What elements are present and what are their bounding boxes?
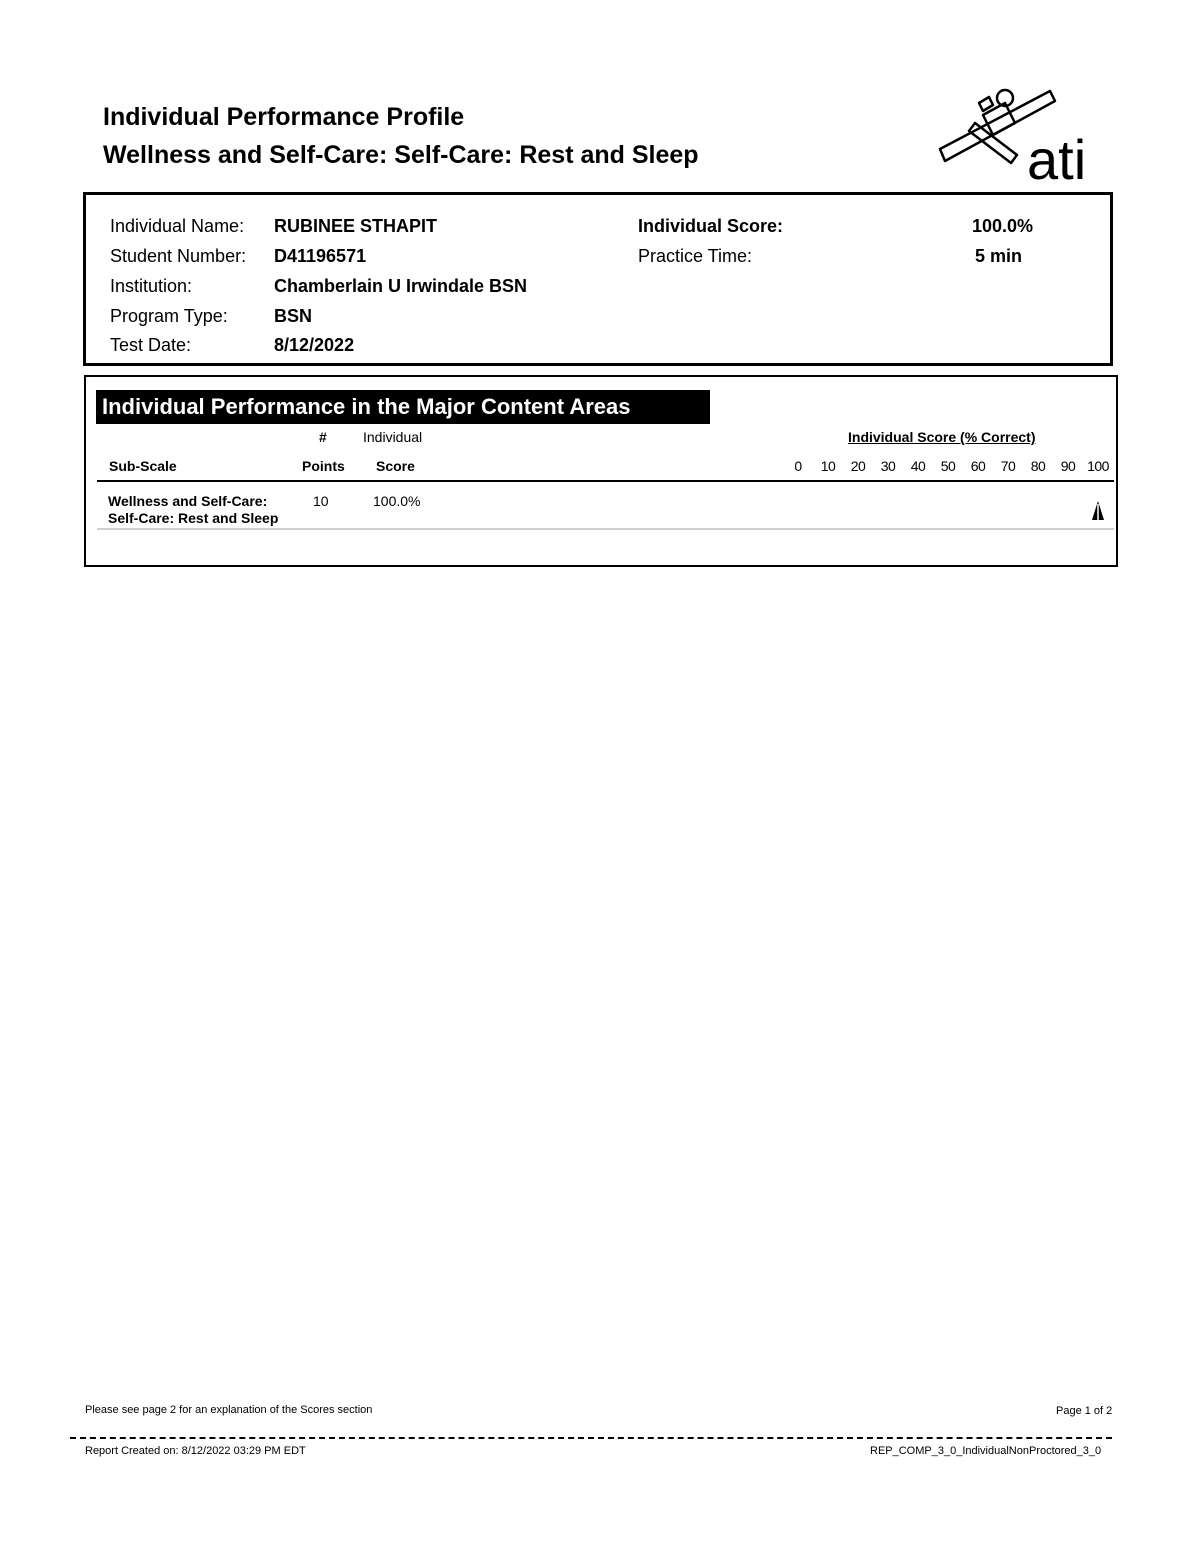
- scale-tick: 100: [1087, 458, 1109, 474]
- section-heading: Individual Performance in the Major Content Areas: [96, 390, 710, 424]
- subscale-line-2: Self-Care: Rest and Sleep: [108, 510, 279, 526]
- table-row-points: 10: [313, 493, 329, 509]
- report-created: Report Created on: 8/12/2022 03:29 PM EDT: [85, 1445, 306, 1457]
- student-number-label: Student Number:: [110, 246, 247, 266]
- scale-tick: 70: [1000, 458, 1016, 474]
- scale-tick: 40: [910, 458, 926, 474]
- test-date-value: 8/12/2022: [274, 335, 355, 355]
- institution-label: Institution:: [110, 276, 193, 296]
- name-label: Individual Name:: [110, 216, 245, 236]
- report-title: Individual Performance Profile: [103, 103, 465, 131]
- points-header-top: #: [319, 429, 327, 445]
- points-header: Points: [302, 458, 345, 474]
- score-header: Score: [376, 458, 415, 474]
- score-marker: [1091, 500, 1105, 522]
- student-number-value: D41196571: [274, 246, 367, 266]
- score-header-top: Individual: [363, 429, 423, 445]
- subscale-line-1: Wellness and Self-Care:: [108, 493, 268, 509]
- scale-tick: 60: [970, 458, 986, 474]
- scale-tick: 10: [820, 458, 836, 474]
- scale-tick: 90: [1060, 458, 1076, 474]
- institution-value: Chamberlain U Irwindale BSN: [274, 276, 528, 296]
- program-type-value: BSN: [274, 306, 313, 326]
- scale-tick: 80: [1030, 458, 1046, 474]
- scale-tick: 20: [850, 458, 866, 474]
- table-row-subscale: [108, 493, 278, 527]
- report-id: REP_COMP_3_0_IndividualNonProctored_3_0: [870, 1445, 1102, 1457]
- scale-tick: 0: [794, 458, 802, 474]
- row-rule: [97, 528, 1114, 530]
- footer-note: Please see page 2 for an explanation of the Scores section: [85, 1404, 373, 1416]
- subscale-header: Sub-Scale: [109, 458, 177, 474]
- ati-logo: [935, 83, 1107, 183]
- table-row-score: 100.0%: [373, 493, 421, 509]
- practice-time-value: 5 min: [975, 246, 1023, 266]
- logo-wordmark: ati: [1027, 128, 1087, 183]
- program-type-label: Program Type:: [110, 306, 228, 326]
- name-value: RUBINEE STHAPIT: [274, 216, 438, 236]
- header-rule: [97, 480, 1114, 482]
- scale-tick: 50: [940, 458, 956, 474]
- page-number: Page 1 of 2: [1056, 1405, 1113, 1417]
- assessment-title: Wellness and Self-Care: Self-Care: Rest and Sleep: [103, 141, 699, 169]
- scale-title: Individual Score (% Correct): [848, 429, 1036, 445]
- individual-score-label: Individual Score:: [638, 216, 784, 236]
- practice-time-label: Practice Time:: [638, 246, 753, 266]
- individual-score-value: 100.0%: [972, 216, 1034, 236]
- footer-divider: [70, 1437, 1112, 1439]
- test-date-label: Test Date:: [110, 335, 192, 355]
- scale-tick: 30: [880, 458, 896, 474]
